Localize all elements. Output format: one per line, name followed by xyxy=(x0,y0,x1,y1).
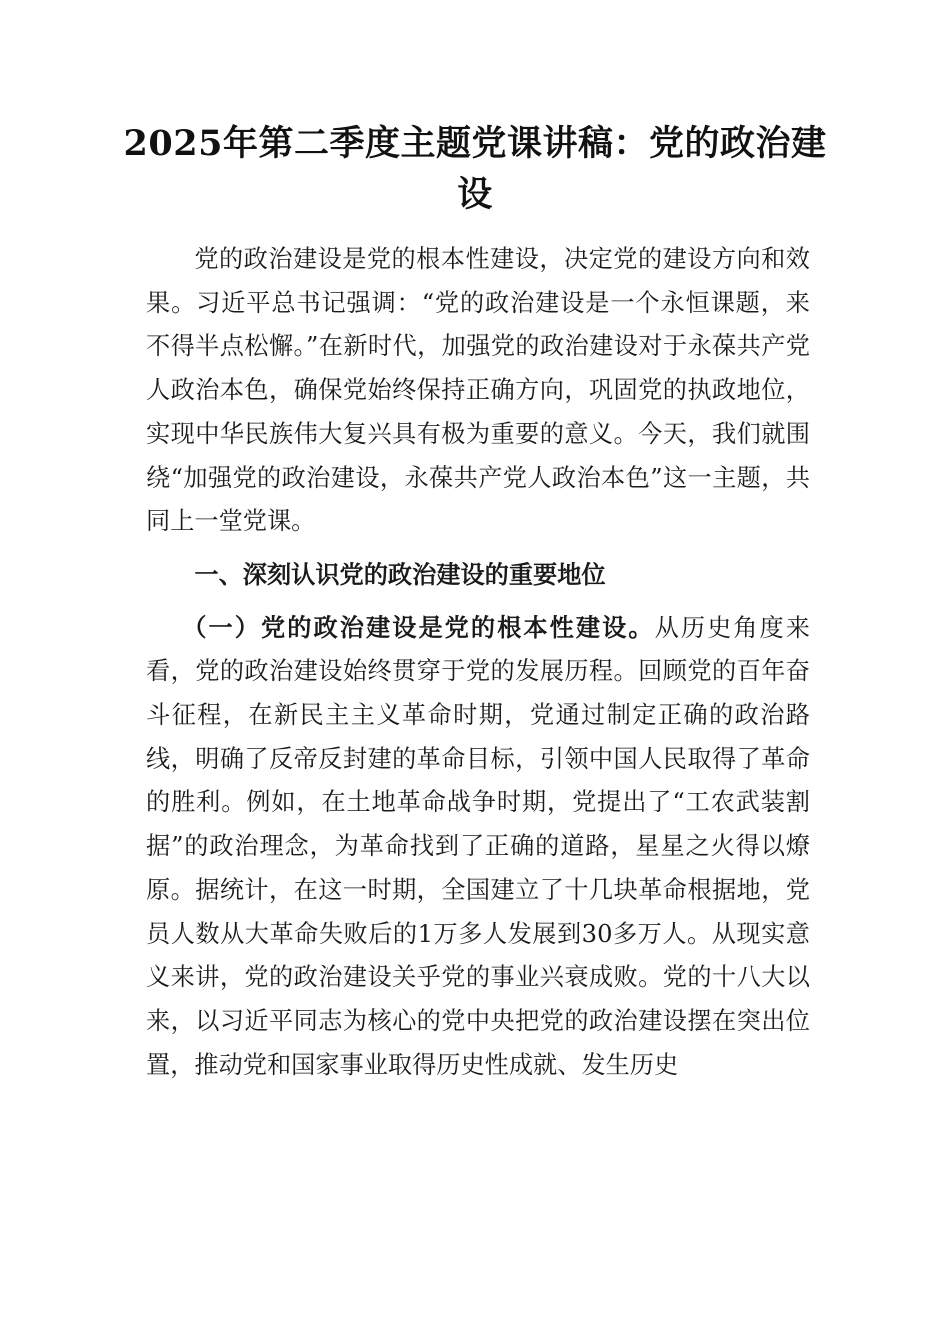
section-heading-1: 一、深刻认识党的政治建设的重要地位 xyxy=(194,559,606,589)
intro-paragraph: 党的政治建设是党的根本性建设，决定党的建设方向和效果。习近平总书记强调：“党的政治建设是一个永恒课题，来不得半点松懈。”在新时代，加强党的政治建设对于永葆共产党人政治本色，确保党始终保持正确方向，巩固党的执政地位，实现中华民族伟大复兴具有极为重要的意义。今天，我们就围绕“加强党的政治建设，永葆共产党人政治本色”这一主题，共同上一堂党课。 xyxy=(146,245,810,536)
subsection-heading-1-1: （一）党的政治建设是党的根本性建设。 xyxy=(182,612,655,642)
subsection-paragraph-1-1 xyxy=(146,606,810,1088)
document-title: 2025年第二季度主题党课讲稿：党的政治建设 xyxy=(123,123,827,215)
subsection-body-1-1: 从历史角度来看，党的政治建设始终贯穿于党的发展历程。回顾党的百年奋斗征程，在新民主主义革命时期，党通过制定正确的政治路线，明确了反帝反封建的革命目标，引领中国人民取得了革命的胜利。例如，在土地革命战争时期，党提出了“工农武装割据”的政治理念，为革命找到了正确的道路，星星之火得以燎原。据统计，在这一时期，全国建立了十几块革命根据地，党员人数从大革命失败后的1万多人发展到30多万人。从现实意义来讲，党的政治建设关乎党的事业兴衰成败。党的十八大以来，以习近平同志为核心的党中央把党的政治建设摆在突出位置，推动党和国家事业取得历史性成就、发生历史 xyxy=(146,613,810,1079)
document-body xyxy=(146,238,810,1087)
